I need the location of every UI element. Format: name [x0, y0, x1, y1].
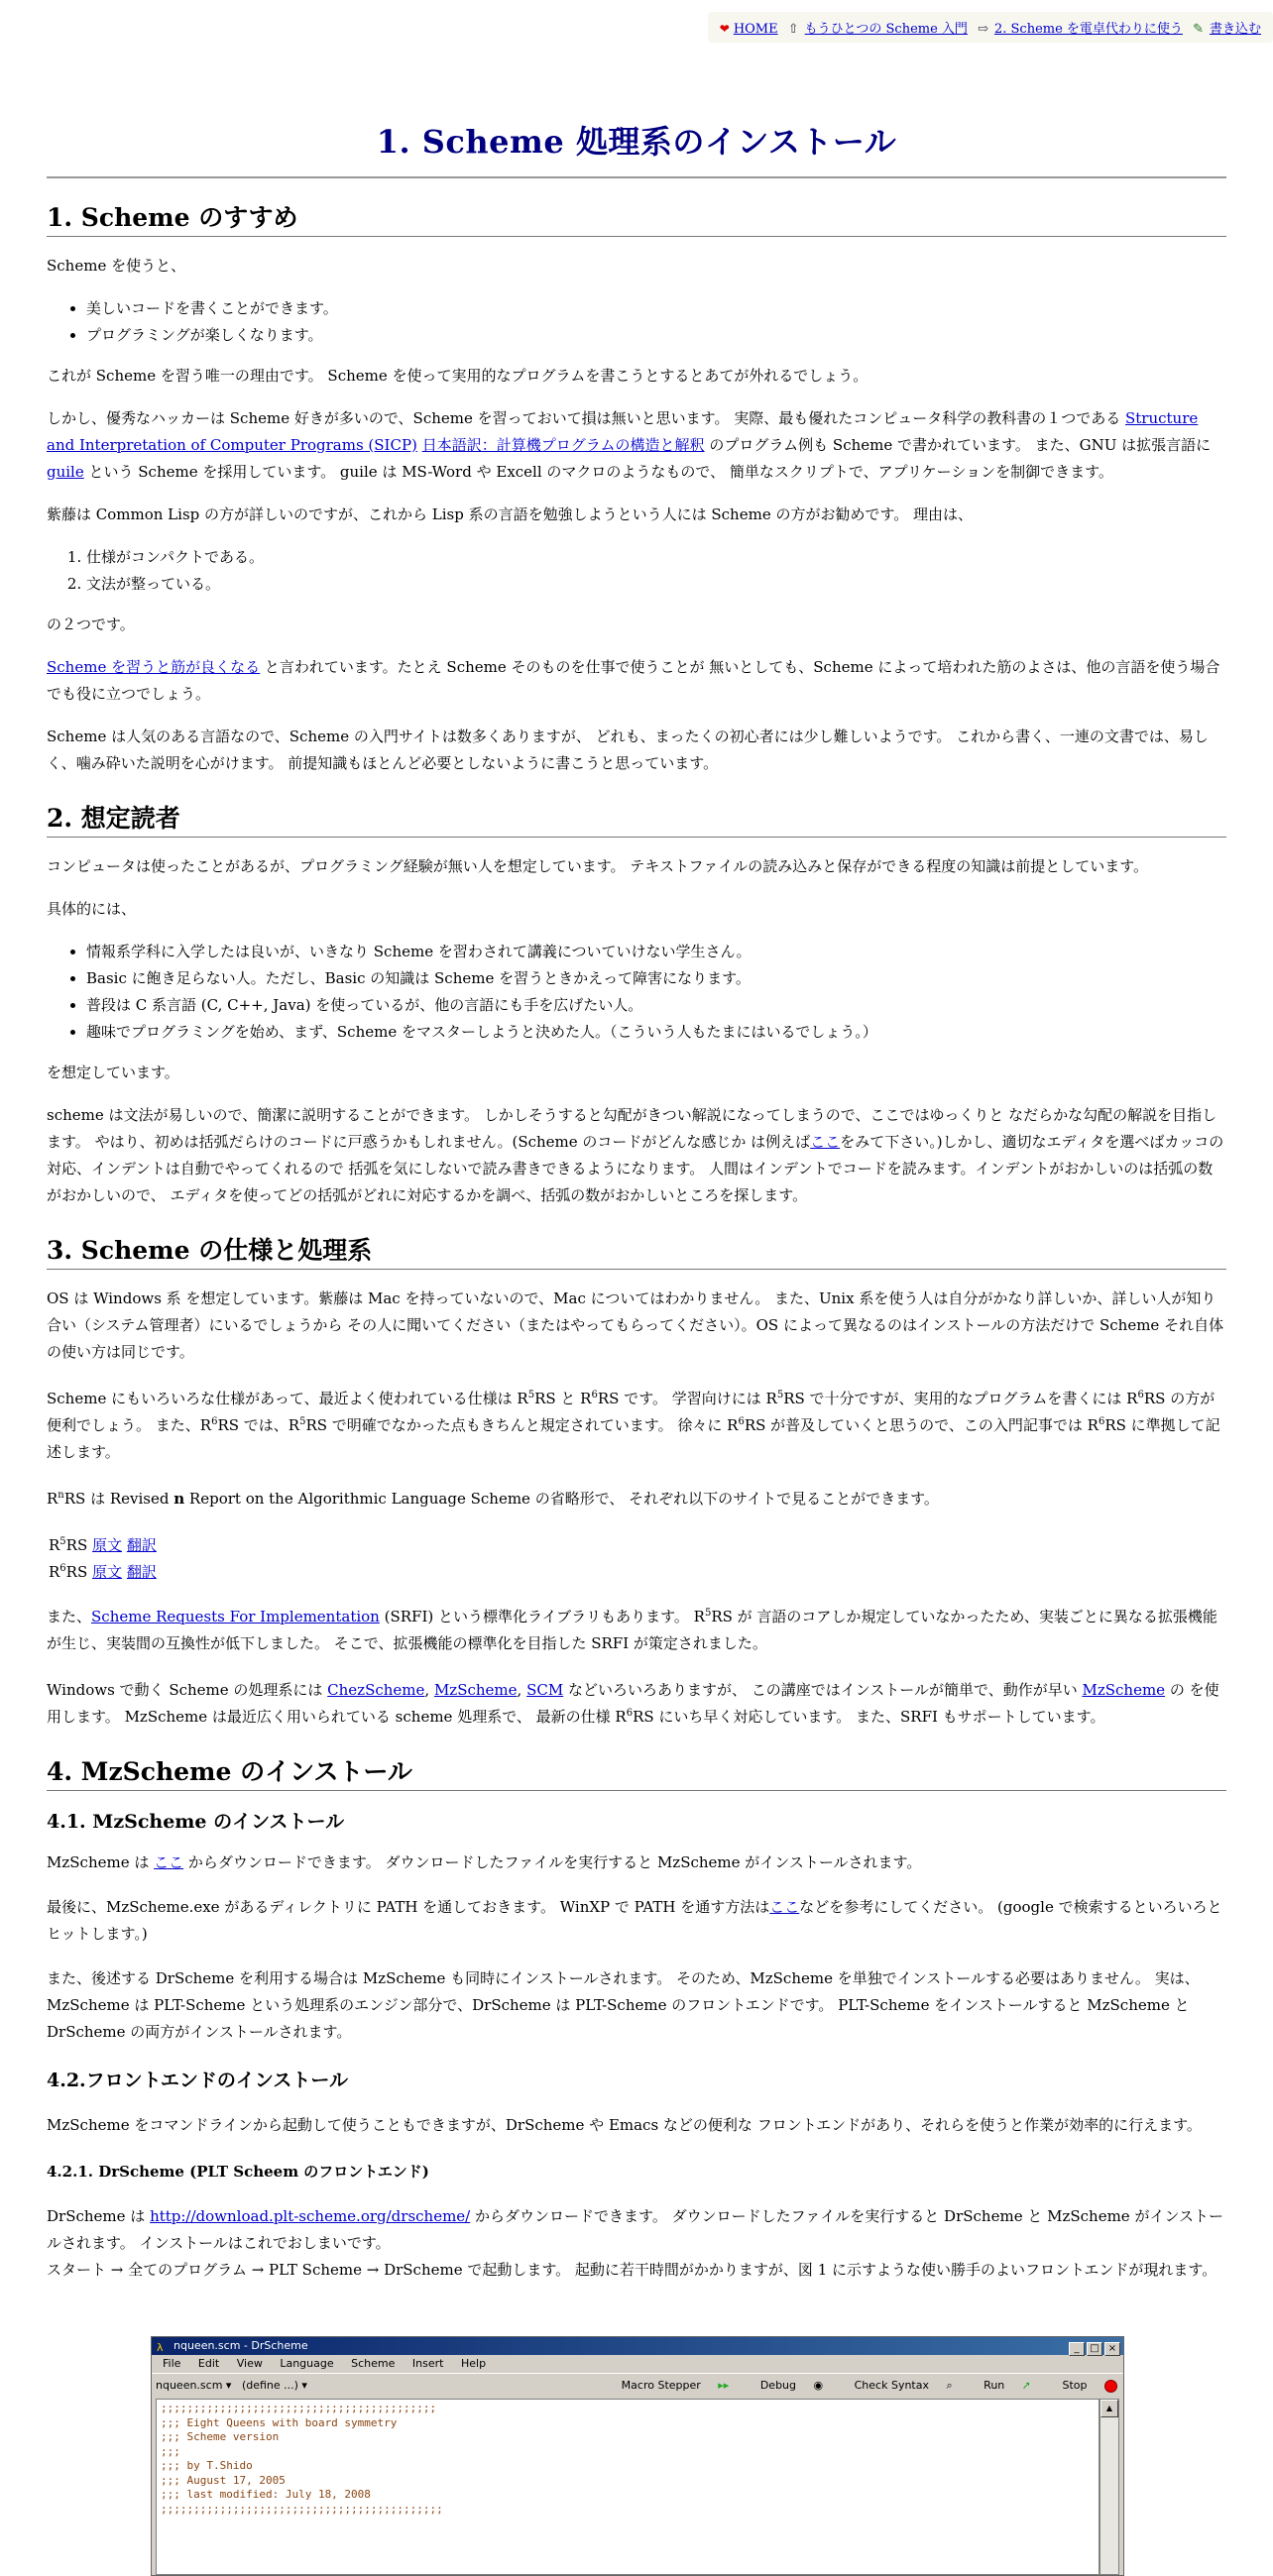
s1-p2: これが Scheme を習う唯一の理由です。 Scheme を使って実用的なプログラムを書こうとするとあてが外れるでしょう。	[47, 367, 868, 385]
section-3-heading: 3. Scheme の仕様と処理系	[47, 1231, 1226, 1270]
section-4-2-heading: 4.2.フロントエンドのインストール	[47, 2070, 348, 2091]
list-item: • 美しいコードを書くことができます。	[86, 295, 1226, 322]
bold-n: n	[174, 1490, 185, 1508]
list-item: • 趣味でプログラミングを始め、まず、Scheme をマスターしようと決めた人。（こういう人もたまにはいるでしょう。）	[86, 1019, 1226, 1046]
s3-p3	[47, 1486, 1226, 1512]
text: という Scheme を採用しています。 guile は MS-Word や Excell のマクロのようなもので、 簡単なスクリプトで、アプリケーションを制御できます。	[83, 463, 1113, 481]
sicp-link[interactable]: Structure and Interpretation of Computer Programs (SICP)	[47, 409, 1199, 454]
sup: n	[58, 1490, 64, 1501]
spec-row-r5rs	[49, 1532, 1226, 1559]
text: などを参考にしてください。 (google で検索するといろいろとヒットします。)	[47, 1898, 1222, 1943]
s2-p2: 具体的には、	[47, 900, 137, 918]
section-4-1-heading: 4.1. MzScheme のインストール	[47, 1811, 345, 1833]
stop-button	[1048, 2379, 1117, 2392]
code-line: ;;;;;;;;;;;;;;;;;;;;;;;;;;;;;;;;;;;;;;;;;;;	[161, 2502, 443, 2516]
label: Check Syntax	[854, 2379, 929, 2392]
s4-p3: また、後述する DrScheme を利用する場合は MzScheme も同時にインストールされます。 そのため、MzScheme を単独でインストールする必要はありません。 実は、MzScheme は PLT-Scheme という処理系のエンジン部分で、DrScheme は PLT-Scheme のフロントエンドです。 PLT-Scheme をインストールすると MzScheme と DrScheme の両方がインストールされます。	[47, 1969, 1200, 2041]
editor-scrollbar	[1099, 2399, 1119, 2575]
text: R	[49, 1563, 60, 1581]
section-2-heading: 2. 想定読者	[47, 799, 1226, 838]
nav-write-link[interactable]: 書き込む	[1209, 22, 1261, 37]
text: のプログラム例も Scheme で書かれています。 また、GNU は拡張言語に	[704, 436, 1212, 454]
text: R	[49, 1536, 60, 1554]
section-4-2-1-heading: 4.2.1. DrScheme (PLT Scheem のフロントエンド)	[47, 2163, 429, 2181]
menu-view: View	[236, 2357, 263, 2370]
sup: 5	[59, 1536, 66, 1547]
toolbar-buttons	[594, 2374, 1117, 2398]
s2-p1: コンピュータは使ったことがあるが、プログラミング経験が無い人を想定しています。 テキストファイルの読み込みと保存ができる程度の知識は前提としています。	[47, 857, 1149, 875]
s3-p5: Windows で動く Scheme の処理系には ChezScheme, MzScheme, SCM などいろいろありますが、 この講座ではインストールが簡単で、動作が早い MzScheme の を使用します。 MzScheme は最近広く用いられている scheme 処理系で、 最新の仕様 $R^6RS$ にいち早く対応しています。 また、SRFI もサポートしています。	[47, 1681, 1219, 1726]
text: 最後に、MzScheme.exe があるディレクトリに PATH を通しておきます。 WinXP で PATH を通す方法は	[47, 1898, 770, 1916]
spec-row-r6rs	[49, 1559, 1226, 1586]
sup: 6	[1137, 1390, 1144, 1400]
chezscheme-link[interactable]: ChezScheme	[327, 1681, 425, 1699]
r6rs-original-link[interactable]: 原文	[92, 1563, 123, 1581]
text: RS の方が便利でしょう。 また、R	[47, 1390, 1215, 1434]
text: からダウンロードできます。 ダウンロードしたファイルを実行すると DrScheme と MzScheme がインストールされます。 インストールはこれでおしまいです。	[47, 2207, 1224, 2252]
text: RS で十分ですが、実用的なプログラムを書くには R	[783, 1390, 1138, 1407]
menu-edit: Edit	[197, 2357, 220, 2370]
arrow-right-icon: ⇨	[978, 22, 988, 37]
s1-p4: 紫藤は Common Lisp の方が詳しいのですが、これから Lisp 系の言語を勉強しようという人には Scheme の方がお勧めです。 理由は、	[47, 505, 974, 523]
list-item: 1. 仕様がコンパクトである。	[86, 544, 1226, 571]
code-line: ;;;	[161, 2444, 180, 2458]
sup: 6	[59, 1563, 66, 1574]
text: Scheme にもいろいろな仕様があって、最近よく使われている仕様は R	[47, 1390, 528, 1407]
sup: 5	[299, 1416, 306, 1427]
list-item: • Basic に飽き足らない人。ただし、Basic の知識は Scheme を習うときかえって障害になります。	[86, 965, 1226, 992]
run-icon: ➚	[1021, 2379, 1031, 2392]
text: からダウンロードできます。 ダウンロードしたファイルを実行すると MzScheme がインストールされます。	[183, 1853, 922, 1871]
window-titlebar	[152, 2337, 1123, 2355]
s3-p4	[47, 1604, 1226, 1657]
text: (SRFI) という標準化ライブラリもあります。 R	[379, 1608, 705, 1625]
guile-link[interactable]: guile	[47, 463, 84, 481]
drscheme-lambda-icon: λ	[157, 2341, 164, 2354]
s4-p6: スタート → 全てのプログラム → PLT Scheme → DrScheme で起動します。 起動に若干時間がかかりますが、図 1 に示すような使い勝手のよいフロントエンドが現れます。	[47, 2261, 1217, 2279]
code-line: ;;; by T.Shido	[161, 2459, 253, 2472]
stepper-icon: ▸▸	[718, 2379, 730, 2392]
s1-p5: の２つです。	[47, 616, 135, 633]
maximize-icon: □	[1087, 2342, 1102, 2356]
list-item: • 普段は C 系言語 (C, C++, Java) を使っているが、他の言語にも手を広げたい人。	[86, 992, 1226, 1019]
content	[47, 0, 1226, 2299]
debug-button	[747, 2379, 823, 2392]
arrow-up-icon: ⇧	[787, 22, 799, 37]
s1-p7: Scheme は人気のある言語なので、Scheme の入門サイトは数多くありますが、 どれも、まったくの初心者には少し難しいようです。 これから書く、一連の文書では、易しく、噛み砕いた説明を心がけます。 前提知識もほとんど必要としないように書こうと思っています。	[47, 728, 1209, 772]
nav-next-link[interactable]: 2. Scheme を電卓代わりに使う	[993, 22, 1183, 37]
s4-p4: MzScheme をコマンドラインから起動して使うこともできますが、DrScheme や Emacs などの便利な フロントエンドがあり、それらを使うと作業が効率的に行えます。	[47, 2116, 1202, 2134]
code-line: ;;; Scheme version	[161, 2430, 280, 2443]
text: RS にいち早く対応しています。 また、SRFI もサポートしています。	[633, 1708, 1105, 1726]
s1-p3	[47, 405, 1226, 486]
mzscheme-link[interactable]: MzScheme	[433, 1681, 518, 1699]
s1-olist	[47, 544, 1226, 598]
sup: 6	[211, 1416, 218, 1427]
text: R	[47, 1490, 58, 1508]
page-title: 1. Scheme 処理系のインストール	[376, 123, 897, 161]
s4-p5	[47, 2203, 1226, 2257]
drscheme-screenshot	[151, 2336, 1124, 2576]
text: Windows で動く Scheme の処理系には	[47, 1681, 328, 1699]
label: Run	[984, 2379, 1005, 2392]
path-howto-link[interactable]: ここ	[769, 1898, 800, 1916]
code-line: ;;; Eight Queens with board symmetry	[161, 2415, 398, 2429]
text: RS が普及していくと思うので、この入門記事では R	[744, 1416, 1099, 1434]
sup: 6	[1098, 1416, 1105, 1427]
s2-p4	[47, 1102, 1226, 1209]
code-line: ;;; last modified: July 18, 2008	[161, 2488, 371, 2501]
text: しかし、優秀なハッカーは Scheme 好きが多いので、Scheme を習っておいて損は無いと思います。 実際、最も優れたコンピュータ科学の教科書の１つである	[47, 409, 1125, 427]
section-4-heading: 4. MzScheme のインストール	[47, 1752, 1226, 1791]
section-1-heading: 1. Scheme のすすめ	[47, 198, 1226, 237]
window-title: nqueen.scm - DrScheme	[174, 2339, 308, 2352]
s2-p3: を想定しています。	[47, 1064, 179, 1081]
text: と言われています。たとえ Scheme そのものを仕事で使うことが 無いとしても、Scheme によって培われた筋のよさは、他の言語を使う場合でも役に立つでしょう。	[47, 658, 1220, 703]
code-line: ;;; August 17, 2005	[161, 2473, 286, 2487]
spec-links	[49, 1532, 1226, 1586]
define-dropdown: (define ...) ▾	[241, 2379, 307, 2392]
list-item: • プログラミングが楽しくなります。	[86, 322, 1226, 349]
magnifier-icon: ⌕	[946, 2379, 953, 2392]
s4-p1	[47, 1849, 1226, 1876]
r5rs-original-link[interactable]: 原文	[92, 1536, 123, 1554]
s1-p6	[47, 654, 1226, 708]
text: Report on the Algorithmic Language Scheme の省略形で、 それぞれ以下のサイトで見ることができます。	[184, 1490, 939, 1508]
s4-p2	[47, 1894, 1226, 1948]
sicp-ja-link[interactable]: 日本語訳：計算機プログラムの構造と解釈	[421, 436, 705, 454]
code-example-link[interactable]: ここ	[810, 1133, 841, 1151]
text: をみて下さい。)しかし、適切なエディタを選べばカッコの対応、インデントは自動でやってくれるので 括弧を気にしないで読み書きできるようになります。 人間はインデントでコードを読みます。インデントがおかしいのは括弧の数がおかしいので、 エディタを使ってどの括弧がどれに対応するかを調べ、括弧の数がおかしいところを探します。	[47, 1133, 1224, 1204]
sup: 6	[738, 1416, 745, 1427]
nav-home-link[interactable]: HOME	[733, 22, 778, 37]
menu-language: Language	[280, 2357, 334, 2370]
sup: 5	[527, 1390, 535, 1400]
toolbar	[152, 2373, 1123, 2398]
text: RS と R	[534, 1390, 592, 1407]
nav-parent-link[interactable]: もうひとつの Scheme 入門	[804, 22, 968, 37]
title-divider	[47, 176, 1226, 178]
s3-p2	[47, 1386, 1226, 1466]
drscheme-download-link[interactable]: http://download.plt-scheme.org/drscheme/	[150, 2207, 471, 2225]
scheme-suji-link[interactable]: Scheme を習うと筋が良くなる	[47, 658, 261, 676]
label: Macro Stepper	[621, 2379, 701, 2392]
text: DrScheme は	[47, 2207, 151, 2225]
text: などいろいろありますが、 この講座ではインストールが簡単で、動作が早い	[563, 1681, 1083, 1699]
scm-link[interactable]: SCM	[526, 1681, 564, 1699]
list-item: • 情報系学科に入学したは良いが、いきなり Scheme を習わされて講義についていけない学生さん。	[86, 939, 1226, 965]
minimize-icon: _	[1069, 2342, 1085, 2356]
code-editor	[156, 2399, 1099, 2575]
r5rs-translation-link[interactable]: 翻訳	[126, 1536, 157, 1554]
menu-scheme: Scheme	[351, 2357, 396, 2370]
text: RS は Revised	[63, 1490, 174, 1508]
text: RS で明確でなかった点もきちんと規定されています。 徐々に R	[305, 1416, 739, 1434]
text: の を使用します。 MzScheme は最近広く用いられている scheme 処理系で、 最新の仕様 R	[47, 1681, 1219, 1726]
stop-icon	[1104, 2380, 1117, 2393]
srfi-link[interactable]: Scheme Requests For Implementation	[91, 1608, 380, 1625]
text: また、	[47, 1608, 92, 1625]
text: RS	[65, 1563, 88, 1581]
text: MzScheme は	[47, 1853, 155, 1871]
s1-p1: Scheme を使うと、	[47, 257, 186, 275]
label: Stop	[1062, 2379, 1088, 2392]
sup: 5	[704, 1608, 712, 1619]
text: RS では、R	[217, 1416, 300, 1434]
menu-file: File	[163, 2357, 181, 2370]
s1-list	[47, 295, 1226, 349]
r6rs-translation-link[interactable]: 翻訳	[126, 1563, 157, 1581]
list-item: 2. 文法が整っている。	[86, 571, 1226, 598]
home-icon: ❤	[719, 22, 730, 36]
sup: 6	[626, 1708, 634, 1719]
scroll-up-icon: ▲	[1100, 2400, 1118, 2417]
text: RS に準拠して記述します。	[47, 1416, 1220, 1461]
text: RS です。 学習向けには R	[597, 1390, 777, 1407]
sup: 5	[776, 1390, 784, 1400]
menu-insert: Insert	[411, 2357, 444, 2370]
macro-stepper-button	[608, 2379, 730, 2392]
check-syntax-button	[841, 2379, 953, 2392]
menubar	[152, 2355, 1123, 2373]
run-button	[970, 2379, 1031, 2392]
mzscheme-download-link[interactable]: ここ	[154, 1853, 184, 1871]
sup: 6	[591, 1390, 598, 1400]
s2-list	[47, 939, 1226, 1046]
pencil-icon: ✎	[1193, 22, 1204, 37]
menu-help: Help	[460, 2357, 487, 2370]
s3-p1: OS は Windows 系 を想定しています。紫藤は Mac を持っていないので、Mac についてはわかりません。 また、Unix 系を使う人は自分がかなり詳しいか、詳しい人が知り合い（システム管理者）にいるでしょうから その人に聞いてください（またはやってもらってください）。OS によって異なるのはインストールの方法だけで Scheme それ自体の使い方は同じです。	[47, 1289, 1224, 1361]
window-buttons	[1067, 2339, 1120, 2357]
file-dropdown: nqueen.scm ▾	[156, 2379, 232, 2392]
text: RS	[65, 1536, 88, 1554]
bug-icon: ◉	[813, 2379, 824, 2392]
text: scheme は文法が易しいので、簡潔に説明することができます。 しかしそうすると勾配がきつい解説になってしまうので、ここではゆっくりと なだらかな勾配の解説を目指します。 やはり、初めは括弧だらけのコードに戸惑うかもしれません。(Scheme のコードがどんな感じか は例えば	[47, 1106, 1217, 1151]
mzscheme-link-2[interactable]: MzScheme	[1082, 1681, 1166, 1699]
label: Debug	[759, 2379, 797, 2392]
code-line: ;;;;;;;;;;;;;;;;;;;;;;;;;;;;;;;;;;;;;;;;;;	[161, 2402, 437, 2414]
close-icon: ×	[1104, 2342, 1120, 2356]
text: RS が 言語のコアしか規定していなかったため、実装ごとに異なる拡張機能が生じ、実装間の互換性が低下しました。 そこで、拡張機能の標準化を目指した SRFI が策定されました。	[47, 1608, 1217, 1652]
